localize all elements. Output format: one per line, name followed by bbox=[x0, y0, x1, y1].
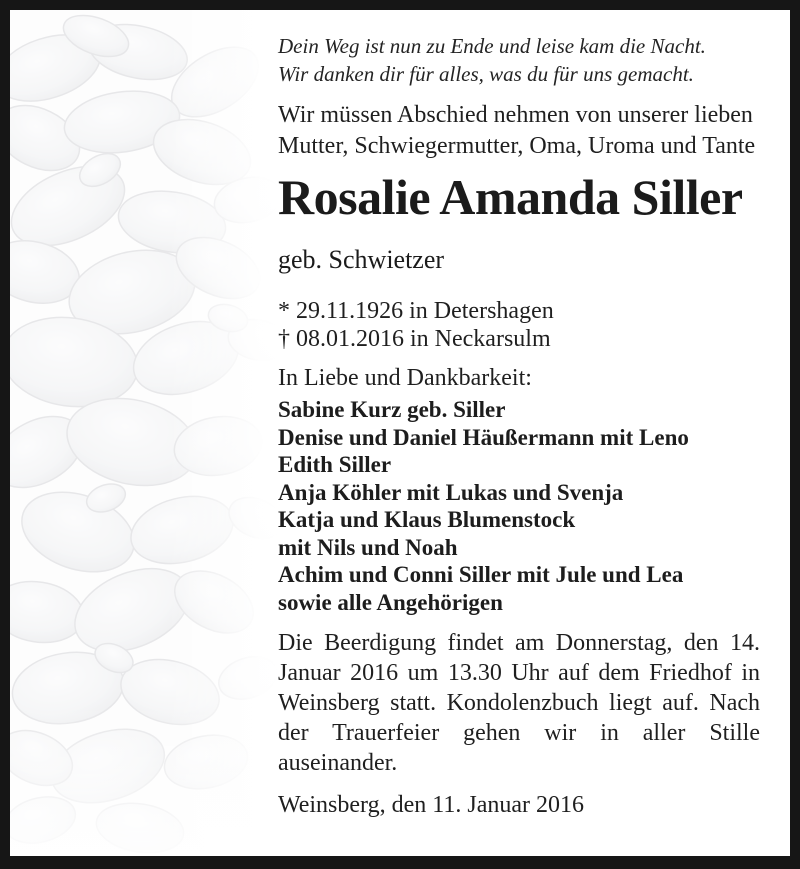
death-date: † 08.01.2016 in Neckarsulm bbox=[278, 326, 551, 352]
mourner-line: sowie alle Angehörigen bbox=[278, 589, 503, 615]
epigraph-line-1: Dein Weg ist nun zu Ende und leise kam die Nacht. bbox=[278, 34, 706, 58]
mourner-line: Denise und Daniel Häußermann mit Leno bbox=[278, 424, 689, 450]
mourner-line: Katja und Klaus Blumenstock bbox=[278, 507, 576, 532]
funeral-information: Die Beerdigung findet am Donnerstag, den 14. Januar 2016 um 13.30 Uhr auf dem Friedhof in Weinsberg statt. Kondolenzbuch liegt auf. Nach der Trauerfeier gehen wir in aller Stille auseinander. bbox=[278, 630, 760, 776]
dateline: Weinsberg, den 11. Januar 2016 bbox=[278, 792, 584, 818]
life-dates bbox=[278, 297, 760, 353]
mourner-line: Sabine Kurz geb. Siller bbox=[278, 397, 506, 422]
mourner-line: Edith Siller bbox=[278, 452, 392, 477]
birth-date: * 29.11.1926 in Detershagen bbox=[278, 298, 554, 324]
mourners-list bbox=[278, 396, 760, 616]
epigraph-verse bbox=[278, 32, 760, 88]
obituary-text-column bbox=[278, 10, 760, 820]
deceased-full-name: Rosalie Amanda Siller bbox=[278, 169, 742, 225]
deceased-name bbox=[278, 170, 760, 287]
obituary-sheet bbox=[10, 10, 790, 856]
mourner-line: Achim und Conni Siller mit Jule und Lea bbox=[278, 562, 684, 587]
mourning-intro: In Liebe und Dankbarkeit: bbox=[278, 365, 532, 391]
pebbles-image bbox=[10, 10, 282, 856]
epigraph-line-2: Wir danken dir für alles, was du für uns gemacht. bbox=[278, 62, 694, 86]
intro-text: Wir müssen Abschied nehmen von unserer lieben Mutter, Schwiegermutter, Oma, Uroma und Tante bbox=[278, 102, 756, 159]
mourner-line: mit Nils und Noah bbox=[278, 534, 458, 560]
mourner-line: Anja Köhler mit Lukas und Svenja bbox=[278, 479, 624, 505]
maiden-name: geb. Schwietzer bbox=[278, 245, 445, 274]
